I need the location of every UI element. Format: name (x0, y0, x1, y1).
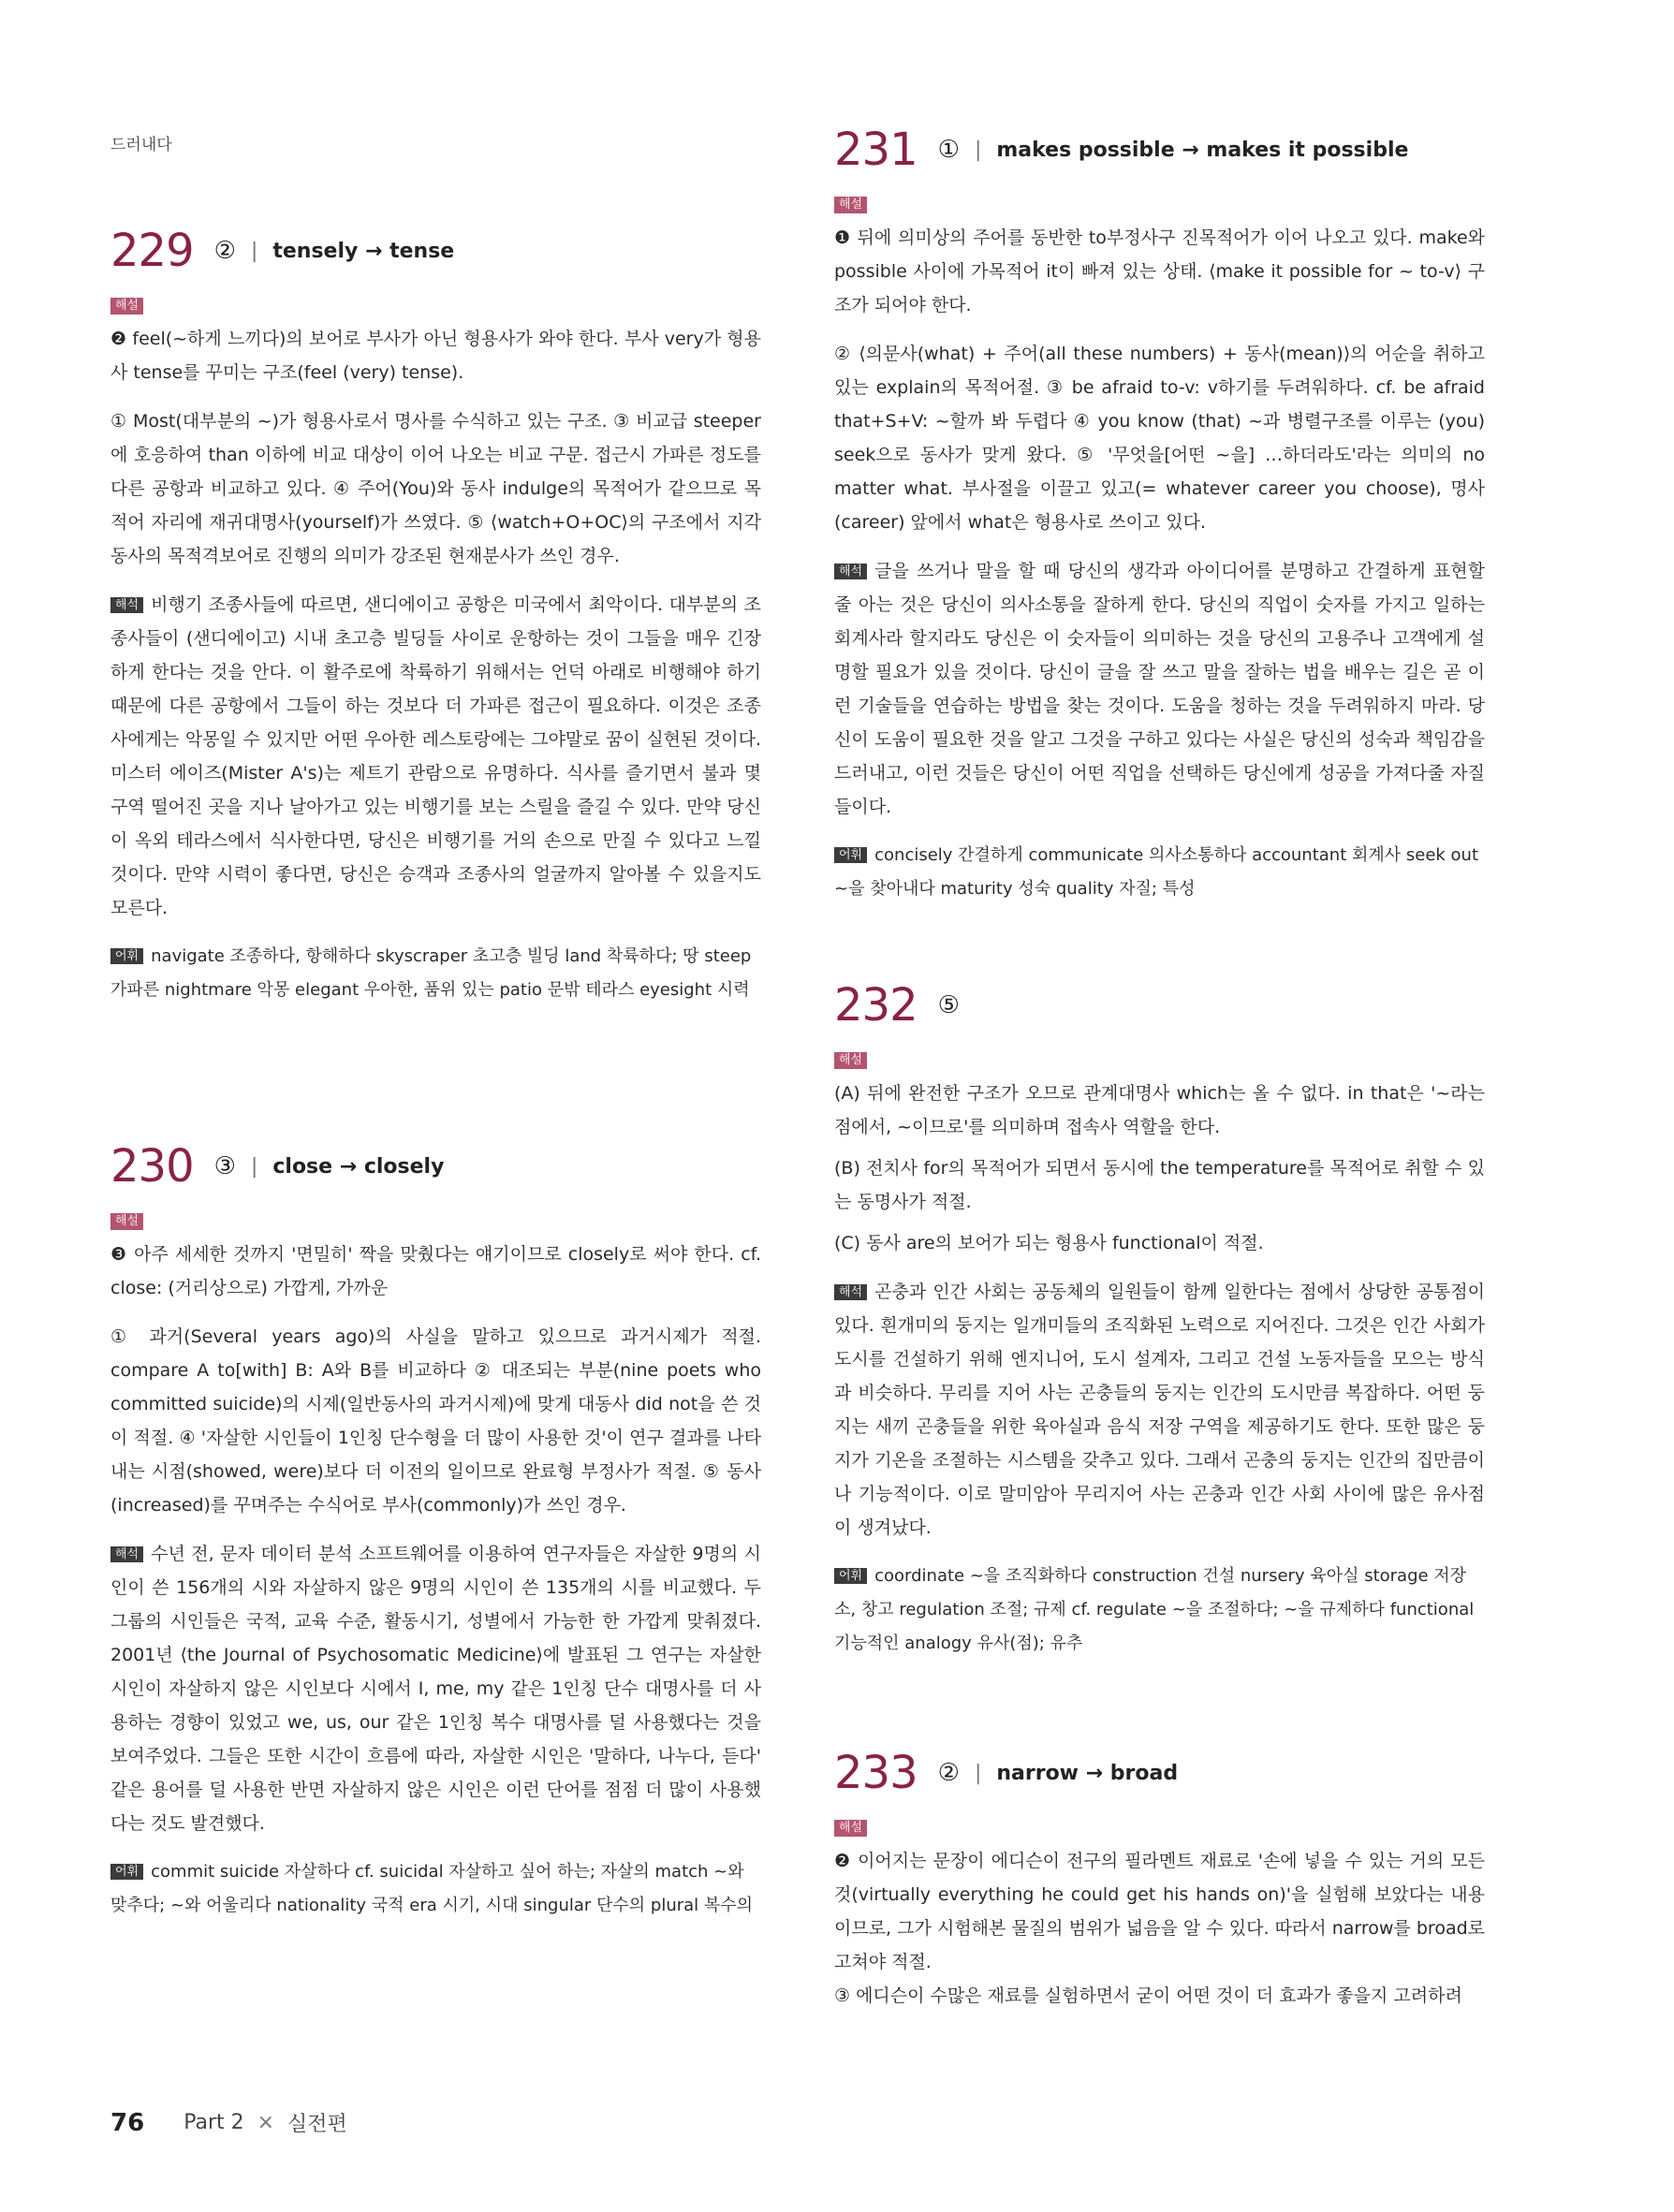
divider: | (250, 1154, 258, 1179)
vocabulary (834, 1560, 1485, 1661)
question-230 (110, 1136, 761, 1923)
question-231 (834, 120, 1485, 906)
answer-mark: ① (937, 136, 960, 164)
vocabulary (110, 1855, 761, 1923)
explanation-main: ❶ 뒤에 의미상의 주어를 동반한 to부정사구 진목적어가 이어 나오고 있다. make와 possible 사이에 가목적어 it이 빠져 있는 상태. ⟨make it possible for ~ to-v⟩ 구조가 되어야 한다. (834, 227, 1485, 315)
translation-text: 수년 전, 문자 데이터 분석 소프트웨어를 이용하여 연구자들은 자살한 9명의 시인이 쓴 156개의 시와 자살하지 않은 9명의 시인이 쓴 135개의 시를 비교했다. 두 그룹의 시인들은 국적, 교육 수준, 활동시기, 성별에서 가능한 한 가깝게 맞춰졌다. 2001년 ⟨the Journal of Psychosomatic Medicine⟩에 발표된 그 연구는 자살한 시인이 자살하지 않은 시인보다 시에서 I, me, my 같은 1인칭 단수 대명사를 더 사용하는 경향이 있었고 we, us, our 같은 1인칭 복수 대명사를 덜 사용했다는 것을 보여주었다. 그들은 또한 시간이 흐름에 따라, 자살한 시인은 '말하다, 나누다, 듣다' 같은 용어를 덜 사용한 반면 자살하지 않은 시인은 이런 단어를 점점 더 많이 사용했다는 것도 발견했다. (110, 1544, 761, 1834)
vocabulary (110, 940, 761, 1007)
explanation-a: (A) 뒤에 완전한 구조가 오므로 관계대명사 which는 올 수 없다. in that은 '~라는 점에서, ~이므로'를 의미하며 접속사 역할을 한다. (834, 1083, 1485, 1137)
correction: close → closely (272, 1154, 445, 1179)
question-229 (110, 221, 761, 1007)
vocabulary (834, 839, 1485, 906)
explanation-detail: ③ 에디슨이 수많은 재료를 실험하면서 굳이 어떤 것이 더 효과가 좋을지 고려하려 (834, 1985, 1462, 2006)
vocab-text: commit suicide 자살하다 cf. suicidal 자살하고 싶어 하는; 자살의 match ~와 맞추다; ~와 어울리다 nationality 국적 era 시기, 시대 singular 단수의 plural 복수의 (110, 1862, 754, 1915)
vocab-tag: 어휘 (834, 847, 867, 863)
translation (110, 1537, 761, 1840)
question-header (110, 1136, 761, 1196)
translation-text: 글을 쓰거나 말을 할 때 당신의 생각과 아이디어를 분명하고 간결하게 표현할 줄 아는 것은 당신이 의사소통을 잘하게 한다. 당신의 직업이 숫자를 가지고 일하는 회계사라 할지라도 당신은 이 숫자들이 의미하는 것을 당신의 고용주나 고객에게 설명할 필요가 있을 것이다. 당신이 글을 잘 쓰고 말을 잘하는 법을 배우는 길은 곧 이런 기술들을 연습하는 방법을 찾는 것이다. 도움을 청하는 것을 두려워하지 마라. 당신이 도움이 필요한 것을 알고 그것을 구하고 있다는 사실은 당신의 성숙과 책임감을 드러내고, 이런 것들은 당신이 어떤 직업을 선택하든 당신에게 성공을 가져다줄 자질들이다. (834, 561, 1485, 817)
answer-mark: ② (937, 1759, 960, 1787)
explanation-tag: 해설 (834, 1820, 867, 1837)
vocab-text: navigate 조종하다, 항해하다 skyscraper 초고층 빌딩 land 착륙하다; 땅 steep 가파른 nightmare 악몽 elegant 우아한, 품위 있는 patio 문밖 테라스 eyesight 시력 (110, 946, 752, 1000)
explanation-main: ❷ 이어지는 문장이 에디슨이 전구의 필라멘트 재료로 '손에 넣을 수 있는 거의 모든 것(virtually everything he could get his hands on)'을 실험해 보았다는 내용이므로, 그가 시험해본 물질의 범위가 넓음을 알 수 있다. 따라서 narrow를 broad로 고쳐야 적절. (834, 1851, 1485, 1972)
translation (834, 554, 1485, 824)
vocab-tag: 어휘 (110, 948, 143, 964)
answer-mark: ③ (213, 1152, 236, 1180)
vocab-tag: 어휘 (834, 1568, 867, 1584)
translation-tag: 해석 (110, 1546, 143, 1562)
correction: tensely → tense (272, 239, 455, 263)
explanation-tag: 해설 (834, 197, 867, 213)
explanation-main: ❷ feel(~하게 느끼다)의 보어로 부사가 아닌 형용사가 와야 한다. 부사 very가 형용사 tense를 꾸미는 구조(feel (very) tense). (110, 329, 761, 383)
vocab-tag: 어휘 (110, 1864, 143, 1880)
explanation-main: ❸ 아주 세세한 것까지 '면밀히' 짝을 맞췄다는 얘기이므로 closely로 써야 한다. cf. close: (거리상으로) 가깝게, 가까운 (110, 1244, 761, 1298)
divider: | (974, 1761, 982, 1785)
question-number: 233 (834, 1747, 918, 1799)
page-footer (110, 2108, 347, 2137)
translation (110, 588, 761, 925)
question-number: 231 (834, 124, 918, 176)
vocab-text: concisely 간결하게 communicate 의사소통하다 accountant 회계사 seek out ~을 찾아내다 maturity 성숙 quality 자질; 특성 (834, 845, 1479, 899)
footer-separator: × (257, 2111, 275, 2134)
answer-mark: ② (213, 237, 236, 265)
explanation-tag: 해설 (834, 1052, 867, 1069)
question-header (834, 1743, 1485, 1803)
vocab-text: coordinate ~을 조직화하다 construction 건설 nursery 육아실 storage 저장소, 창고 regulation 조절; 규제 cf. regulate ~을 조절하다; ~을 규제하다 functional 기능적인 analogy 유사(점); 유추 (834, 1566, 1475, 1653)
correction: makes possible → makes it possible (996, 138, 1409, 162)
question-header (834, 120, 1485, 180)
question-232 (834, 975, 1485, 1661)
question-header (110, 221, 761, 281)
divider: | (974, 138, 982, 162)
divider: | (250, 239, 258, 263)
question-header (834, 975, 1485, 1035)
question-number: 229 (110, 225, 194, 277)
answer-mark: ⑤ (937, 991, 960, 1019)
translation-tag: 해석 (834, 1284, 867, 1300)
continued-text: 드러내다 (110, 136, 172, 154)
explanation-c: (C) 동사 are의 보어가 되는 형용사 functional이 적절. (834, 1233, 1264, 1253)
explanation-detail: ② ⟨의문사(what) + 주어(all these numbers) + 동사(mean)⟩의 어순을 취하고 있는 explain의 목적어절. ③ be afraid to-v: v하기를 두려워하다. cf. be afraid that+S+V: ~할까 봐 두렵다 ④ you know (that) ~과 병렬구조를 이루는 (you) seek으로 동사가 맞게 왔다. ⑤ '무엇을[어떤 ~을] …하더라도'라는 의미의 no matter what. 부사절을 이끌고 있고(= whatever career you choose), 명사(career) 앞에서 what은 형용사로 쓰이고 있다. (834, 344, 1485, 533)
explanation-b: (B) 전치사 for의 목적어가 되면서 동시에 the temperature를 목적어로 취할 수 있는 동명사가 적절. (834, 1158, 1485, 1212)
translation-text: 비행기 조종사들에 따르면, 샌디에이고 공항은 미국에서 최악이다. 대부분의 조종사들이 (샌디에이고) 시내 초고층 빌딩들 사이로 운항하는 것이 그들을 매우 긴장하게 한다는 것을 안다. 이 활주로에 착륙하기 위해서는 언덕 아래로 비행해야 하기 때문에 다른 공항에서 그들이 하는 것보다 더 가파른 접근이 필요하다. 이것은 조종사에게는 악몽일 수 있지만 어떤 우아한 레스토랑에는 그야말로 꿈이 실현된 것이다. 미스터 에이즈(Mister A's)는 제트기 관람으로 유명하다. 식사를 즐기면서 불과 몇 구역 떨어진 곳을 지나 날아가고 있는 비행기를 보는 스릴을 즐길 수 있다. 만약 당신이 옥외 테라스에서 식사한다면, 당신은 비행기를 거의 손으로 만질 수 있다고 느낄 것이다. 만약 시력이 좋다면, 당신은 승객과 조종사의 얼굴까지 알아볼 수 있을지도 모른다. (110, 594, 761, 918)
section-label: 실전편 (287, 2113, 347, 2136)
question-number: 232 (834, 979, 918, 1032)
explanation-detail: ① Most(대부분의 ~)가 형용사로서 명사를 수식하고 있는 구조. ③ 비교급 steeper에 호응하여 than 이하에 비교 대상이 이어 나오는 비교 구문. 접근시 가파른 정도를 다른 공항과 비교하고 있다. ④ 주어(You)와 동사 indulge의 목적어가 같으므로 목적어 자리에 재귀대명사(yourself)가 쓰였다. ⑤ ⟨watch+O+OC⟩의 구조에서 지각동사의 목적격보어로 진행의 의미가 강조된 현재분사가 쓰인 경우. (110, 411, 761, 566)
page-number: 76 (110, 2108, 145, 2137)
translation-tag: 해석 (110, 597, 143, 613)
explanation-tag: 해설 (110, 298, 143, 315)
question-number: 230 (110, 1140, 194, 1193)
correction: narrow → broad (996, 1761, 1179, 1785)
translation (834, 1275, 1485, 1545)
translation-tag: 해석 (834, 564, 867, 579)
explanation-detail: ① 과거(Several years ago)의 사실을 말하고 있으므로 과거시제가 적절. compare A to[with] B: A와 B를 비교하다 ② 대조되는 부분(nine poets who committed suicide)의 시제(일반동사의 과거시제)에 맞게 대동사 did not을 쓴 것이 적절. ④ '자살한 시인들이 1인칭 단수형을 더 많이 사용한 것'이 연구 결과를 나타내는 시점(showed, were)보다 더 이전의 일이므로 완료형 부정사가 적절. ⑤ 동사(increased)를 꾸며주는 수식어로 부사(commonly)가 쓰인 경우. (110, 1326, 761, 1516)
translation-text: 곤충과 인간 사회는 공동체의 일원들이 함께 일한다는 점에서 상당한 공통점이 있다. 흰개미의 둥지는 일개미들의 조직화된 노력으로 지어진다. 그것은 인간 사회가 도시를 건설하기 위해 엔지니어, 도시 설계자, 그리고 건설 노동자들을 모으는 방식과 비슷하다. 무리를 지어 사는 곤충들의 둥지는 인간의 도시만큼 복잡하다. 어떤 둥지는 새끼 곤충들을 위한 육아실과 음식 저장 구역을 제공하기도 한다. 또한 많은 둥지가 기온을 조절하는 시스템을 갖추고 있다. 그래서 곤충의 둥지는 인간의 집만큼이나 기능적이다. 이로 말미암아 무리지어 사는 곤충과 인간 사회 사이에 많은 유사점이 생겨났다. (834, 1282, 1485, 1538)
part-label: Part 2 (184, 2111, 244, 2134)
explanation-tag: 해설 (110, 1213, 143, 1230)
question-233 (834, 1743, 1485, 2013)
